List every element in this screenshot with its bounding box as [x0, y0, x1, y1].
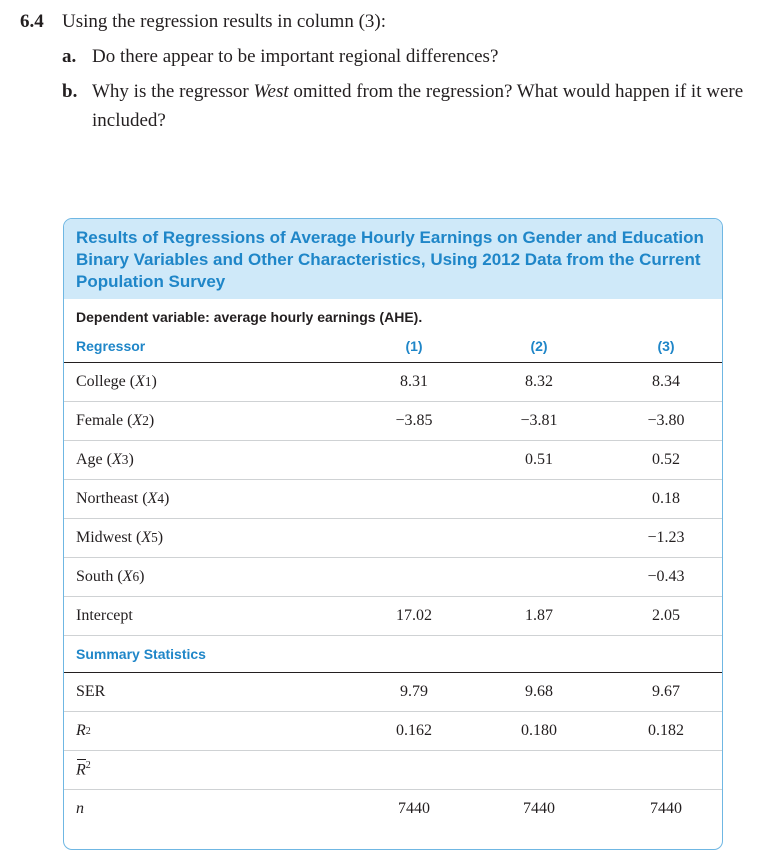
statistic-cell	[489, 751, 589, 789]
coefficient-cell	[364, 480, 464, 518]
regressor-name: Northeast	[76, 490, 139, 507]
table-title: Results of Regressions of Average Hourly Earnings on Gender and Education Binary Variables and Other Characteristics, Using 2012 Data from the Current Population Survey	[64, 219, 722, 299]
coefficient-cell	[489, 558, 589, 596]
header-col-2: (2)	[530, 337, 548, 354]
statistic-cell: 9.68	[525, 683, 553, 700]
coefficient-cell: 0.51	[525, 451, 553, 468]
table-row	[64, 402, 722, 441]
summary-row	[64, 751, 722, 790]
summary-row	[64, 790, 722, 828]
regressor-name: College	[76, 373, 126, 390]
regressor-subscript: 3	[121, 452, 129, 467]
summary-statistics-label: Summary Statistics	[76, 646, 206, 662]
regressor-label: Midwest ( X 5 )	[76, 529, 164, 546]
table-row	[64, 597, 722, 636]
regressor-label: Female ( X 2 )	[76, 412, 155, 429]
question-stem	[20, 8, 760, 36]
table-row	[64, 558, 722, 597]
regressor-name: Midwest	[76, 529, 132, 546]
part-a-text: Do there appear to be important regional differences?	[92, 46, 499, 67]
regressor-subscript: 1	[144, 374, 152, 389]
regressor-variable: X	[141, 529, 152, 546]
regressor-label: Northeast ( X 4 )	[76, 490, 170, 507]
r-bar-symbol	[76, 760, 91, 779]
statistic-label	[76, 712, 91, 750]
statistic-cell: 7440	[398, 800, 430, 817]
statistic-cell: 9.67	[652, 683, 680, 700]
part-b-italic: West	[253, 81, 289, 102]
regressor-label: South ( X 6 )	[76, 568, 145, 585]
regressor-variable: X	[147, 490, 158, 507]
header-regressor: Regressor	[76, 337, 146, 354]
coefficient-cell: −3.85	[395, 412, 433, 429]
summary-row	[64, 673, 722, 712]
regressor-name: Intercept	[76, 607, 133, 624]
question-part-a	[62, 42, 760, 71]
regressor-variable: X	[135, 373, 145, 390]
question-stem-text: Using the regression results in column (3):	[62, 11, 387, 32]
statistic-cell: 7440	[523, 800, 555, 817]
coefficient-cell: 17.02	[396, 607, 432, 624]
regressor-label	[76, 597, 133, 635]
question-part-b	[62, 77, 760, 135]
statistic-name: R	[76, 722, 86, 739]
coefficient-cell: −3.80	[647, 412, 685, 429]
coefficient-cell	[489, 480, 589, 518]
statistic-cell: 0.180	[521, 722, 557, 739]
regressor-variable: X	[122, 568, 133, 585]
coefficient-cell	[364, 519, 464, 557]
regressor-label: College ( X 1 )	[76, 373, 157, 390]
coefficient-cell: −3.81	[520, 412, 558, 429]
table-row	[64, 441, 722, 480]
table-row	[64, 363, 722, 402]
coefficient-cell	[364, 441, 464, 479]
regressor-subscript: 5	[151, 530, 158, 545]
header-col-3: (3)	[657, 337, 675, 354]
regressor-variable: X	[132, 412, 143, 429]
coefficient-cell: 2.05	[652, 607, 680, 624]
part-b-text-before: Why is the regressor	[92, 81, 254, 102]
statistic-cell: 0.162	[396, 722, 432, 739]
coefficient-cell: 8.32	[525, 373, 553, 390]
statistic-cell: 9.79	[400, 683, 428, 700]
coefficient-cell: −1.23	[647, 529, 685, 546]
coefficient-cell: 0.52	[652, 451, 680, 468]
regressor-subscript: 4	[157, 491, 164, 506]
header-col-1: (1)	[405, 337, 423, 354]
regression-table-box	[63, 218, 723, 850]
part-b-letter: b.	[62, 81, 78, 102]
statistic-superscript: 2	[85, 725, 91, 737]
part-a-letter: a.	[62, 46, 77, 67]
summary-header-row	[64, 636, 722, 673]
coefficient-cell: 8.34	[652, 373, 680, 390]
summary-body	[64, 673, 722, 828]
exercise-6-4	[20, 8, 760, 135]
statistic-cell	[364, 751, 464, 789]
table-row	[64, 480, 722, 519]
dependent-variable-note: Dependent variable: average hourly earnings (AHE).	[76, 309, 423, 325]
regressor-subscript: 2	[142, 413, 149, 428]
coefficient-cell	[364, 558, 464, 596]
statistic-name: R	[76, 761, 86, 779]
coefficient-cell: 1.87	[525, 607, 553, 624]
statistic-name: n	[76, 800, 84, 817]
regressor-name: Female	[76, 412, 124, 429]
statistic-label	[76, 790, 84, 828]
coefficient-cell: 8.31	[400, 373, 428, 390]
table-body	[64, 363, 722, 636]
statistic-label	[76, 751, 91, 789]
regressor-label: Age ( X 3 )	[76, 451, 134, 468]
regressor-name: Age	[76, 451, 103, 468]
statistic-superscript: 2	[85, 760, 91, 772]
table-row	[64, 519, 722, 558]
regressor-subscript: 6	[132, 569, 140, 584]
statistic-cell	[616, 751, 716, 789]
statistic-label	[76, 673, 105, 711]
regressor-name: South	[76, 568, 114, 585]
coefficient-cell	[489, 519, 589, 557]
statistic-cell: 0.182	[648, 722, 684, 739]
regressor-variable: X	[111, 451, 122, 468]
question-number: 6.4	[20, 11, 44, 32]
table-header-row	[64, 329, 722, 363]
coefficient-cell: 0.18	[652, 490, 680, 507]
coefficient-cell: −0.43	[647, 568, 685, 585]
statistic-name: SER	[76, 683, 106, 700]
part-b-text-after: omitted from the regression? What would happen if it were included?	[92, 81, 744, 131]
statistic-cell: 7440	[650, 800, 682, 817]
regression-table	[64, 329, 722, 828]
summary-row	[64, 712, 722, 751]
